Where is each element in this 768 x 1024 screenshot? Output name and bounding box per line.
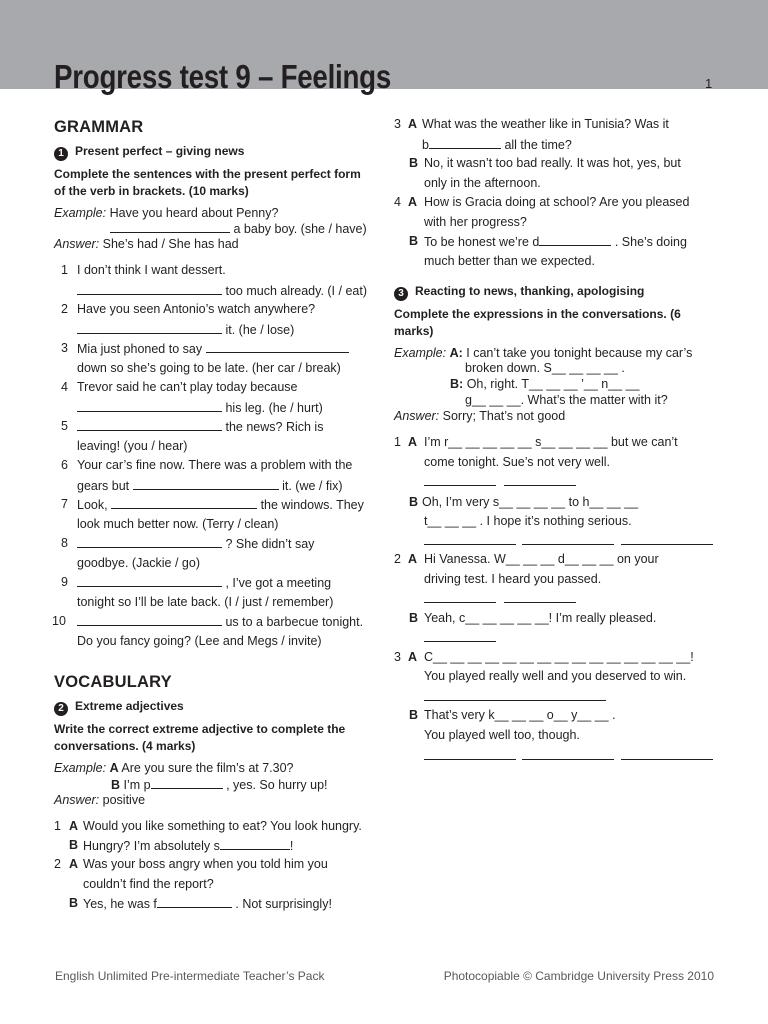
- item-number: 10: [52, 614, 66, 628]
- answer-line[interactable]: [522, 544, 614, 545]
- page-title: Progress test 9 – Feelings: [54, 58, 392, 95]
- answer-line[interactable]: [621, 544, 713, 545]
- section2-instruction: Write the correct extreme adjective to complete the conversations. (4 marks): [54, 722, 346, 753]
- item-number: 3: [61, 341, 68, 355]
- item-text: us to a barbecue tonight.: [77, 614, 363, 630]
- answer-blank[interactable]: [77, 575, 222, 587]
- example-blank: [110, 221, 230, 233]
- example-line2-text: a baby boy. (she / have): [233, 222, 367, 236]
- answer-line[interactable]: [522, 759, 614, 760]
- item-line2: gears but it. (we / fix): [77, 479, 343, 493]
- section3-answer: Answer: Sorry; That’s not good: [394, 409, 566, 423]
- answer-blank[interactable]: [77, 419, 222, 431]
- section2-example: Example: A Are you sure the film’s at 7.30?: [54, 761, 294, 775]
- item-line2: tonight so I’ll be late back. (I / just / remember): [77, 595, 334, 609]
- answer-blank[interactable]: [429, 137, 501, 149]
- item-number: 7: [61, 497, 68, 511]
- item-number: 4: [61, 380, 68, 394]
- item-line2: too much already. (I / eat): [77, 283, 367, 299]
- answer-blank[interactable]: [157, 896, 232, 908]
- item-number: 2: [54, 857, 61, 871]
- item-text: Have you seen Antonio’s watch anywhere?: [77, 302, 316, 316]
- item-line2: goodbye. (Jackie / go): [77, 556, 200, 570]
- answer-line[interactable]: [424, 544, 516, 545]
- section1-title: [54, 144, 244, 161]
- page-number: 1: [705, 76, 713, 91]
- example-blank: [151, 777, 223, 789]
- section1-number-icon: 1: [54, 147, 68, 161]
- item-number: 8: [61, 536, 68, 550]
- item-line2: down so she’s going to be late. (her car / break): [77, 361, 341, 375]
- item-number: 2: [61, 302, 68, 316]
- item-text: ? She didn’t say: [77, 536, 314, 552]
- answer-text: She’s had / She has had: [102, 237, 239, 251]
- section2-title-text: Extreme adjectives: [75, 699, 184, 713]
- item-line2: Do you fancy going? (Lee and Megs / invite): [77, 634, 322, 648]
- section1-example-line2: [110, 221, 367, 237]
- answer-line[interactable]: [504, 602, 576, 603]
- item-number: 1: [54, 819, 61, 833]
- example-b2: g__ __ __. What’s the matter with it?: [465, 393, 668, 407]
- section3-example: Example: A: I can’t take you tonight because my car’s: [394, 346, 693, 360]
- section3-title: [394, 284, 644, 301]
- answer-line[interactable]: [504, 485, 576, 486]
- example-b: B: Oh, right. T__ __ __ ’__ n__ __: [450, 377, 640, 391]
- item-text: Your car’s fine now. There was a problem with the: [77, 458, 353, 472]
- footer-right: Photocopiable © Cambridge University Press 2010: [443, 969, 714, 983]
- answer-line[interactable]: [424, 641, 496, 642]
- section2-title: [54, 699, 184, 716]
- item-line2: it. (he / lose): [77, 322, 294, 338]
- item-text: Trevor said he can’t play today because: [77, 380, 298, 394]
- section2-answer: Answer: positive: [54, 793, 146, 807]
- item-b: Yes, he was f . Not surprisingly!: [83, 897, 332, 911]
- section1-answer: [54, 237, 239, 252]
- example-label: Example:: [54, 206, 107, 220]
- item-line2: look much better now. (Terry / clean): [77, 517, 279, 531]
- section1-instruction: Complete the sentences with the present perfect form of the verb in brackets. (10 marks): [54, 167, 361, 198]
- answer-blank[interactable]: [206, 341, 349, 353]
- answer-blank[interactable]: [77, 322, 222, 334]
- answer-line[interactable]: [424, 759, 516, 760]
- item-number: 4: [394, 195, 401, 209]
- item-number: 3: [394, 117, 401, 131]
- section1-example: [54, 206, 278, 221]
- answer-label: Answer:: [394, 409, 440, 423]
- item-number: 3: [394, 650, 401, 664]
- item-text: , I’ve got a meeting: [77, 575, 331, 591]
- answer-line[interactable]: [424, 602, 496, 603]
- answer-line[interactable]: [424, 700, 606, 701]
- item-b: Hungry? I’m absolutely s !: [83, 839, 294, 853]
- item-b: To be honest we’re d . She’s doing: [424, 235, 687, 249]
- section3-number-icon: 3: [394, 287, 408, 301]
- item-number: 6: [61, 458, 68, 472]
- answer-blank[interactable]: [77, 536, 222, 548]
- example-line1: Have you heard about Penny?: [109, 206, 279, 220]
- item-text: the news? Rich is: [77, 419, 323, 435]
- answer-blank[interactable]: [220, 838, 290, 850]
- item-number: 2: [394, 552, 401, 566]
- answer-blank[interactable]: [539, 234, 611, 246]
- example-label: Example:: [54, 761, 107, 775]
- vocabulary-heading: VOCABULARY: [54, 673, 172, 691]
- item-number: 1: [394, 435, 401, 449]
- example-a2: broken down. S__ __ __ __ .: [465, 361, 625, 375]
- example-label: Example:: [394, 346, 447, 360]
- item-number: 5: [61, 419, 68, 433]
- item-line2: his leg. (he / hurt): [77, 400, 323, 416]
- answer-blank[interactable]: [111, 497, 257, 509]
- footer-left: English Unlimited Pre-intermediate Teacher’s Pack: [55, 969, 325, 983]
- answer-blank[interactable]: [77, 614, 222, 626]
- item-a2: b all the time?: [422, 138, 572, 152]
- grammar-heading: GRAMMAR: [54, 118, 144, 136]
- item-text: Mia just phoned to say: [77, 341, 349, 357]
- answer-blank[interactable]: [77, 283, 222, 295]
- answer-line[interactable]: [621, 759, 713, 760]
- section2-example-b: B I’m p , yes. So hurry up!: [111, 778, 328, 792]
- item-text: Look, the windows. They: [77, 498, 364, 512]
- section3-instruction: Complete the expressions in the conversations. (6 marks): [394, 307, 681, 338]
- answer-blank[interactable]: [133, 478, 279, 490]
- item-text: I don’t think I want dessert.: [77, 263, 226, 277]
- section3-title-text: Reacting to news, thanking, apologising: [415, 284, 645, 298]
- answer-line[interactable]: [424, 485, 496, 486]
- answer-label: Answer:: [54, 793, 100, 807]
- section2-number-icon: 2: [54, 702, 68, 716]
- answer-blank[interactable]: [77, 400, 222, 412]
- item-number: 1: [61, 263, 68, 277]
- answer-label: Answer:: [54, 237, 100, 251]
- section1-title-text: Present perfect – giving news: [75, 144, 245, 158]
- item-line2: leaving! (you / hear): [77, 439, 188, 453]
- item-number: 9: [61, 575, 68, 589]
